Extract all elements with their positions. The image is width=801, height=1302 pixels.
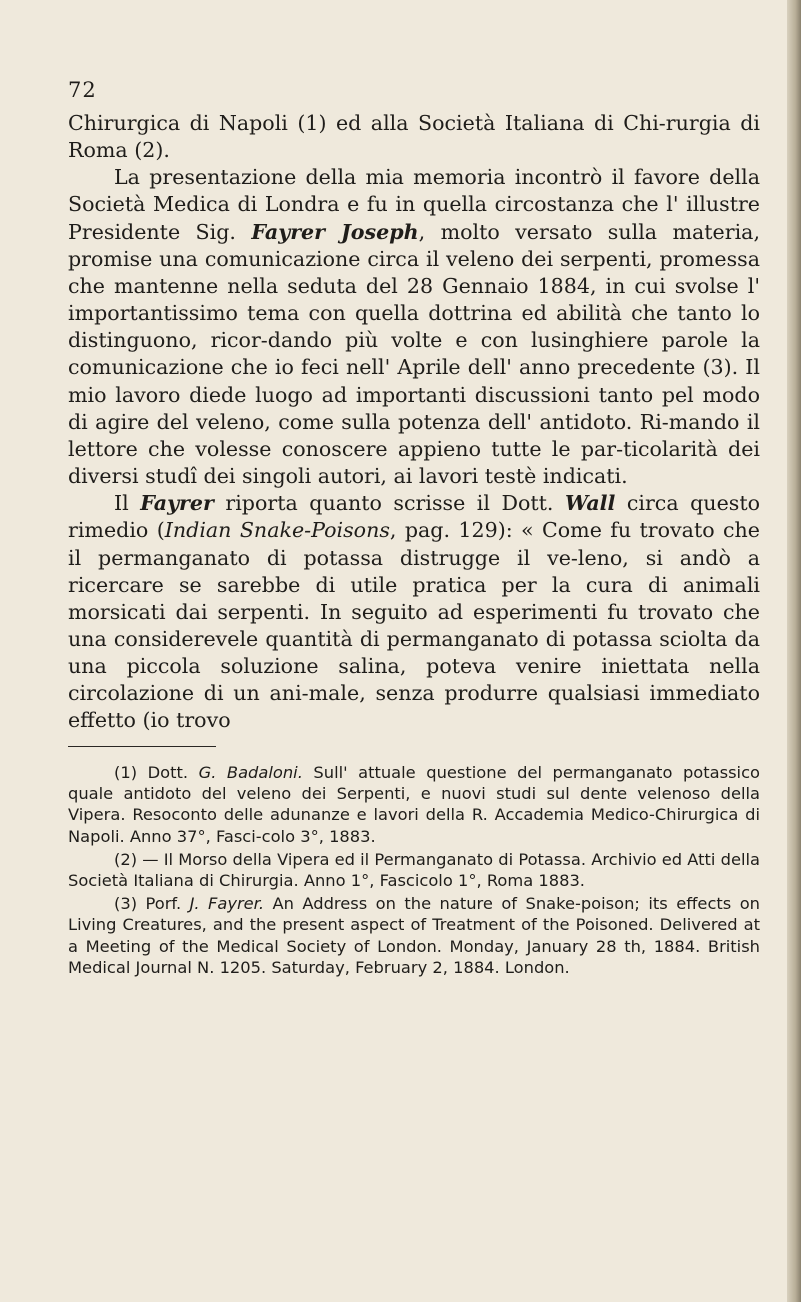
footnote-author: G. Badaloni. <box>198 763 303 782</box>
author-name: Fayrer <box>140 491 214 516</box>
page-edge <box>787 0 801 1302</box>
footnote-author: J. Fayrer. <box>189 894 265 914</box>
footnote-3: (3) Porf. J. Fayrer. An Address on the nature of Snake-poison; its effects on Living Creatures, and the present aspect of Treatment of the Poisoned. Delivered at a Meeting of the Medical Society of London. Monday, January 28 th, 1884. British Medical Journal N. 1205. Saturday, February 2, 1884. London. <box>68 894 760 977</box>
author-name: Fayrer Joseph <box>251 219 419 244</box>
paragraph-3: Il Fayrer riporta quanto scrisse il Dott. Wall circa questo rimedio (Indian Snake-Poisons, pag. 129): « Come fu trovato che il permanganato di potassa distrugge il ve-leno, si andò a ricercare se sarebbe di utile pratica per la cura di animali morsicati dai serpenti. In seguito ad esperimenti fu trovato che una considerevele quantità di permanganato di potassa sciolta da una piccola soluzione salina, poteva venire iniettata nella circolazione di un ani-male, senza produrre qualsiasi immediato effetto (io trovo <box>68 491 760 733</box>
footnote-1: (1) Dott. G. Badaloni. Sull' attuale questione del permanganato potassico quale antidoto del veleno dei Serpenti, e nuovi studi sul dente velenoso della Vipera. Resoconto delle adunanze e lavori della R. Accademia Medico-Chirurgica di Napoli. Anno 37°, Fasci-colo 3°, 1883. <box>68 763 760 846</box>
footnotes <box>68 762 760 978</box>
body-text <box>68 110 760 735</box>
page-number: 72 <box>68 78 97 102</box>
paragraph-1: Chirurgica di Napoli (1) ed alla Società Italiana di Chi-rurgia di Roma (2). <box>68 111 760 163</box>
author-name: Wall <box>565 491 616 516</box>
footnote-2: (2) — Il Morso della Vipera ed il Permanganato di Potassa. Archivio ed Atti della Società Italiana di Chirurgia. Anno 1°, Fascicolo 1°, Roma 1883. <box>68 849 760 891</box>
book-title: Indian Snake-Poisons <box>164 518 390 543</box>
paragraph-2: La presentazione della mia memoria incontrò il favore della Società Medica di Londra e fu in quella circostanza che l' illustre Presidente Sig. Fayrer Joseph, molto versato sulla materia, promise una comunicazione circa il veleno dei serpenti, promessa che mantenne nella seduta del 28 Gennaio 1884, in cui svolse l' importantissimo tema con quella dottrina ed abilità che tanto lo distinguono, ricor-dando più volte e con lusinghiere parole la comunicazione che io feci nell' Aprile dell' anno precedente (3). Il mio lavoro diede luogo ad importanti discussioni tanto pel modo di agire del veleno, come sulla potenza dell' antidoto. Ri-mando il lettore che volesse conoscere appieno tutte le par-ticolarità dei diversi studî dei singoli autori, ai lavori testè indicati. <box>68 165 761 489</box>
footnote-separator <box>68 746 216 747</box>
